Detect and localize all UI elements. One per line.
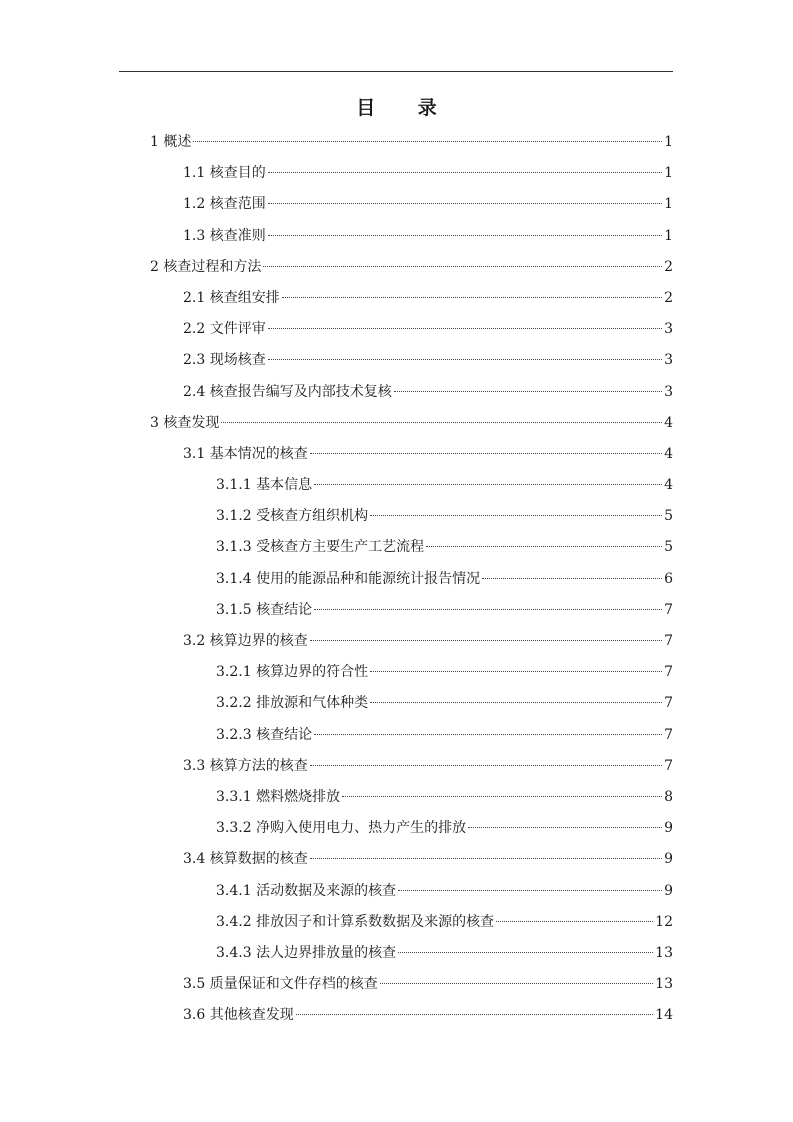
toc-dot-leader <box>398 890 662 891</box>
toc-entry-label: 3.6 其他核查发现 <box>183 1007 294 1024</box>
toc-entry-page-number: 13 <box>655 944 673 961</box>
toc-dot-leader <box>310 858 662 859</box>
toc-dot-leader <box>310 640 662 641</box>
toc-entry-page-number: 7 <box>664 633 673 649</box>
toc-entry[interactable] <box>150 755 673 786</box>
toc-entry-page-number: 3 <box>664 352 673 369</box>
toc-dot-leader <box>398 952 653 953</box>
toc-dot-leader <box>496 921 653 922</box>
toc-entry[interactable] <box>150 193 673 224</box>
toc-entry[interactable] <box>150 256 673 287</box>
toc-entry[interactable] <box>150 536 673 567</box>
toc-entry-label: 3.1.3 受核查方主要生产工艺流程 <box>216 539 425 556</box>
toc-entry[interactable] <box>150 942 673 973</box>
toc-entry-label: 3.2 核算边界的核查 <box>183 633 308 649</box>
toc-entry-page-number: 3 <box>664 321 673 338</box>
toc-entry-label: 3.4.3 法人边界排放量的核查 <box>216 944 397 961</box>
toc-entry[interactable] <box>150 443 673 474</box>
toc-entry-label: 2.4 核查报告编写及内部技术复核 <box>183 383 392 400</box>
toc-entry[interactable] <box>150 599 673 630</box>
toc-entry[interactable] <box>150 287 673 318</box>
toc-entry[interactable] <box>150 786 673 817</box>
toc-entry-label: 2 核查过程和方法 <box>150 258 262 275</box>
toc-title: 目 录 <box>356 97 455 119</box>
toc-dot-leader <box>394 391 662 392</box>
toc-entry-label: 3.1.5 核查结论 <box>216 601 313 618</box>
toc-dot-leader <box>221 422 662 423</box>
toc-entry[interactable] <box>150 973 673 1004</box>
toc-entry-label: 3.1.4 使用的能源品种和能源统计报告情况 <box>216 570 481 587</box>
toc-dot-leader <box>268 359 662 360</box>
toc-entry-page-number: 1 <box>664 134 673 150</box>
toc-entry-label: 3.3.1 燃料燃烧排放 <box>216 788 341 805</box>
toc-entry-label: 3.4.1 活动数据及来源的核查 <box>216 882 397 899</box>
toc-entry-label: 2.1 核查组安排 <box>183 289 280 306</box>
toc-entry[interactable] <box>150 661 673 692</box>
toc-entry-label: 3 核查发现 <box>150 414 220 431</box>
toc-entry[interactable] <box>150 505 673 536</box>
toc-entry[interactable] <box>150 724 673 755</box>
toc-entry-page-number: 5 <box>664 508 673 525</box>
toc-entry[interactable] <box>150 911 673 942</box>
toc-entry-label: 3.2.2 排放源和气体种类 <box>216 695 369 712</box>
toc-dot-leader <box>282 297 662 298</box>
toc-entry-label: 1.1 核查目的 <box>183 165 266 182</box>
toc-dot-leader <box>482 578 662 579</box>
toc-dot-leader <box>268 203 662 204</box>
toc-dot-leader <box>370 671 662 672</box>
toc-entry-page-number: 8 <box>664 788 673 805</box>
toc-entry-page-number: 9 <box>664 882 673 899</box>
toc-dot-leader <box>314 734 662 735</box>
toc-dot-leader <box>268 328 662 329</box>
toc-dot-leader <box>193 141 662 142</box>
toc-entry-label: 1 概述 <box>150 134 192 150</box>
toc-entry-label: 2.3 现场核查 <box>183 352 266 369</box>
toc-entry-page-number: 7 <box>664 601 673 618</box>
toc-entry-page-number: 5 <box>664 539 673 556</box>
toc-dot-leader <box>468 827 662 828</box>
toc-entry-page-number: 7 <box>664 695 673 712</box>
toc-entry-label: 1.3 核查准则 <box>183 227 266 244</box>
toc-dot-leader <box>314 484 662 485</box>
toc-entry[interactable] <box>150 568 673 599</box>
toc-entry-page-number: 3 <box>664 383 673 400</box>
toc-dot-leader <box>310 765 662 766</box>
toc-dot-leader <box>342 796 662 797</box>
toc-entry-label: 1.2 核查范围 <box>183 196 266 213</box>
toc-entry[interactable] <box>150 1004 673 1035</box>
toc-entry-label: 3.4.2 排放因子和计算系数数据及来源的核查 <box>216 913 495 930</box>
toc-entry-label: 3.4 核算数据的核查 <box>183 851 308 868</box>
toc-entry[interactable] <box>150 225 673 256</box>
toc-entry-label: 3.1.1 基本信息 <box>216 477 313 494</box>
header-rule <box>119 71 673 72</box>
toc-dot-leader <box>380 983 653 984</box>
toc-dot-leader <box>268 235 662 236</box>
toc-entry[interactable] <box>150 848 673 879</box>
toc-entry-label: 3.5 质量保证和文件存档的核查 <box>183 976 378 993</box>
toc-entry[interactable] <box>150 412 673 443</box>
toc-entry[interactable] <box>150 381 673 412</box>
toc-entry-page-number: 14 <box>655 1007 673 1024</box>
toc-dot-leader <box>370 702 662 703</box>
toc-entry-page-number: 9 <box>664 851 673 868</box>
toc-entry[interactable] <box>150 817 673 848</box>
toc-entry-label: 3.1 基本情况的核查 <box>183 445 308 462</box>
toc-entry[interactable] <box>150 630 673 661</box>
toc-entry-page-number: 6 <box>664 570 673 587</box>
toc-dot-leader <box>296 1014 653 1015</box>
toc-entry-page-number: 4 <box>664 477 673 494</box>
toc-dot-leader <box>310 453 662 454</box>
toc-entry[interactable] <box>150 474 673 505</box>
toc-dot-leader <box>263 266 662 267</box>
toc-entry[interactable] <box>150 318 673 349</box>
toc-entry-page-number: 12 <box>655 913 673 930</box>
toc-entry-label: 3.3 核算方法的核查 <box>183 757 308 774</box>
toc-entry-page-number: 1 <box>664 196 673 213</box>
toc-entry-page-number: 2 <box>664 289 673 306</box>
toc-dot-leader <box>370 515 662 516</box>
toc-entry-label: 3.3.2 净购入使用电力、热力产生的排放 <box>216 820 467 837</box>
toc-entry-page-number: 13 <box>655 976 673 993</box>
toc-entry-page-number: 4 <box>664 414 673 431</box>
toc-entry-page-number: 7 <box>664 664 673 681</box>
toc-entry[interactable] <box>150 131 673 162</box>
toc-entry-label: 2.2 文件评审 <box>183 321 266 338</box>
toc-entry[interactable] <box>150 692 673 723</box>
toc-entry-page-number: 4 <box>664 445 673 462</box>
toc-entry-page-number: 7 <box>664 757 673 774</box>
toc-dot-leader <box>426 546 662 547</box>
toc-entry[interactable] <box>150 349 673 380</box>
toc-entry-page-number: 1 <box>664 165 673 182</box>
toc-entry-page-number: 9 <box>664 820 673 837</box>
toc-entry-label: 3.1.2 受核查方组织机构 <box>216 508 369 525</box>
toc-dot-leader <box>268 172 662 173</box>
toc-entry-page-number: 1 <box>664 227 673 244</box>
toc-entry-label: 3.2.3 核查结论 <box>216 726 313 743</box>
toc-list <box>150 131 673 1035</box>
toc-entry-label: 3.2.1 核算边界的符合性 <box>216 664 369 681</box>
toc-dot-leader <box>314 609 662 610</box>
toc-entry-page-number: 7 <box>664 726 673 743</box>
toc-entry[interactable] <box>150 162 673 193</box>
toc-entry-page-number: 2 <box>664 258 673 275</box>
toc-entry[interactable] <box>150 880 673 911</box>
